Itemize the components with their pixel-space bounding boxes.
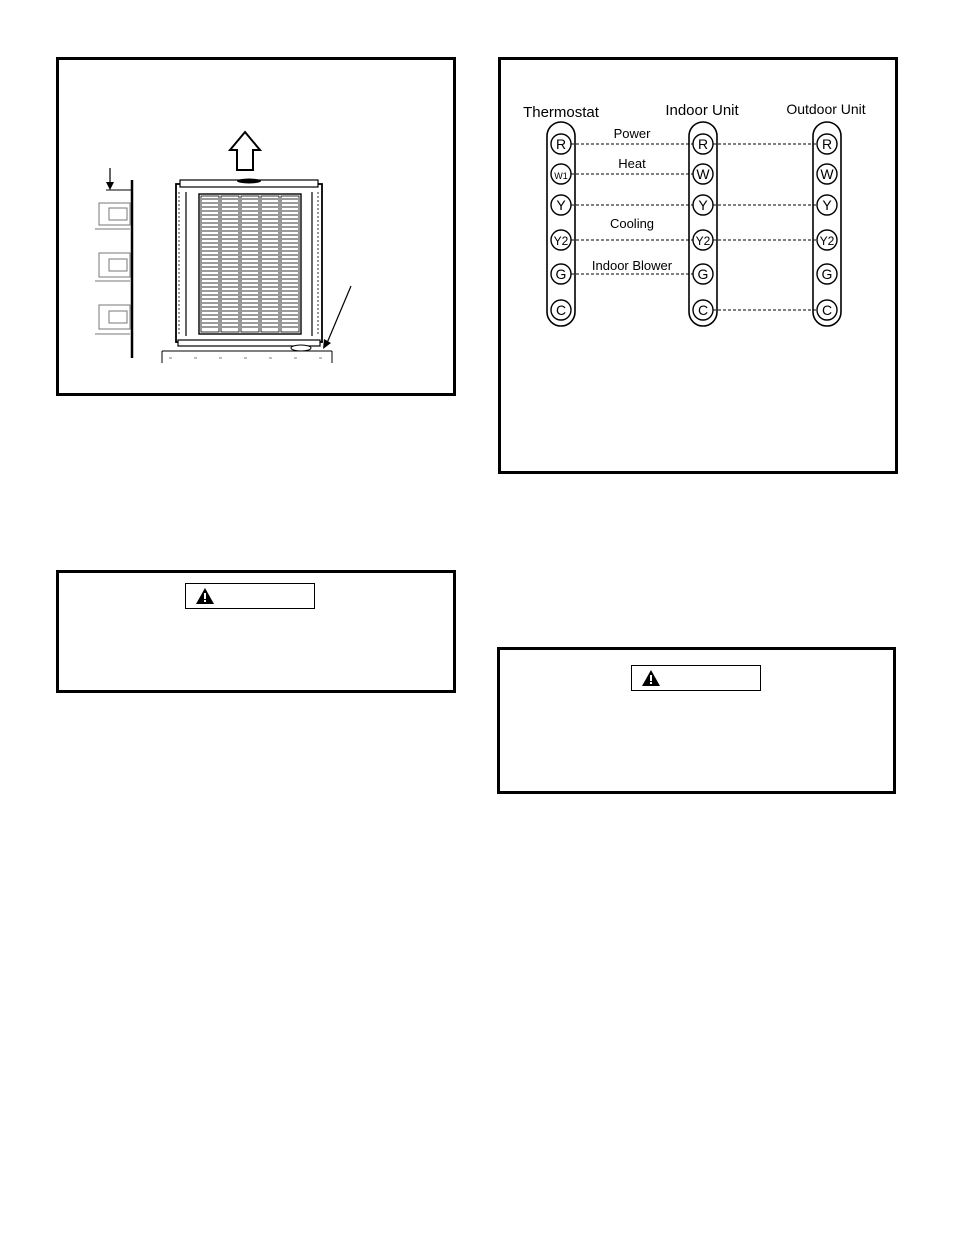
outdoor-terminal-c [817,300,837,320]
svg-text:Y: Y [556,197,566,213]
indoor-terminal-r [693,134,713,154]
indoor-terminal-w [693,164,713,184]
thermostat-terminal-r [551,134,571,154]
outdoor-terminal-g [817,264,837,284]
outdoor-terminal-y2 [817,230,837,250]
indoor-terminal-g [693,264,713,284]
airflow-up-arrow-icon [230,132,260,170]
wire-label-cooling: Cooling [609,216,655,231]
svg-text:W1: W1 [554,171,568,181]
wiring-diagram [501,60,895,471]
svg-text:W: W [696,166,710,182]
warning-box-right [497,647,896,794]
svg-text:C: C [697,302,709,318]
svg-text:Y2: Y2 [553,234,569,248]
indoor-terminal-y2 [693,230,713,250]
warning-badge-left [185,583,315,609]
wire-label-indoor-blower: Indoor Blower [591,258,673,273]
warning-triangle-icon [642,670,660,686]
svg-text:Y: Y [698,197,708,213]
warning-triangle-icon [196,588,214,604]
wire-label-heat: Heat [618,156,646,171]
svg-text:C: C [821,302,833,318]
thermostat-header: Thermostat [523,104,599,121]
warning-box-left [56,570,456,693]
svg-text:R: R [821,136,833,152]
figure-outdoor-unit-frame [56,57,456,396]
indoor-terminal-c [693,300,713,320]
outdoor-unit-illustration [59,60,453,393]
svg-text:Y: Y [822,197,832,213]
svg-text:Y2: Y2 [695,234,711,248]
thermostat-terminal-w1 [551,164,571,184]
thermostat-terminal-g [551,264,571,284]
thermostat-terminal-y2 [551,230,571,250]
thermostat-terminal-c [551,300,571,320]
indoor-terminal-y [693,195,713,215]
outdoor-terminal-y [817,195,837,215]
thermostat-terminal-y [551,195,571,215]
outdoor-terminal-w [817,164,837,184]
svg-text:C: C [555,302,567,318]
svg-text:G: G [555,266,567,282]
warning-badge-right [631,665,761,691]
indoor-unit-header: Indoor Unit [665,102,739,119]
wire-label-power: Power [613,126,651,141]
svg-text:R: R [697,136,709,152]
svg-text:R: R [555,136,567,152]
outdoor-terminal-r [817,134,837,154]
figure-wiring-diagram-frame [498,57,898,474]
svg-text:G: G [821,266,833,282]
outdoor-unit-header: Outdoor Unit [786,101,866,117]
svg-text:Y2: Y2 [819,234,835,248]
svg-text:W: W [820,166,834,182]
svg-text:G: G [697,266,709,282]
